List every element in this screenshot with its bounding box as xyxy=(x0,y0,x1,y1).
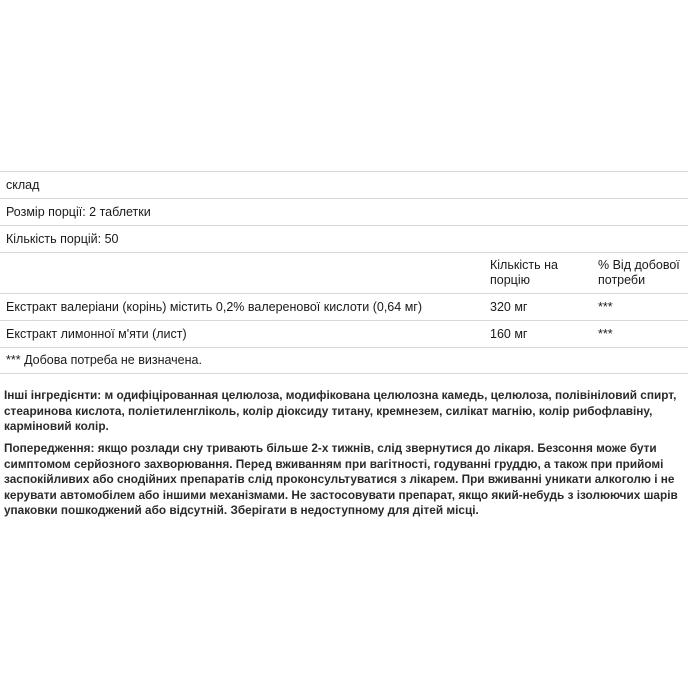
other-ingredients: Інші інгредієнти: м одифіцірованная целюлоза, модифікована целюлозна камедь, целюлоза, полівініловий спирт, стеаринова кислота, поліетиленгліколь, колір діоксиду титану, кремнезем, силікат магнію, колір рибофлавіну, карміновий колір. xyxy=(4,388,677,434)
header-daily-value: % Від добової потреби xyxy=(598,258,680,287)
ingredient-amount: 160 мг xyxy=(490,326,528,341)
ingredient-name: Екстракт валеріани (корінь) містить 0,2% валеренової кислоти (0,64 мг) xyxy=(6,299,423,314)
facts-title-row xyxy=(0,171,688,198)
serving-size: Розмір порції: 2 таблетки xyxy=(6,204,151,219)
ingredient-dv: *** xyxy=(598,299,613,314)
footnote-row xyxy=(0,347,688,374)
servings-row xyxy=(0,225,688,252)
table-row xyxy=(0,293,688,320)
table-row xyxy=(0,320,688,347)
supplement-facts-table xyxy=(0,171,688,374)
warning-text: Попередження: якщо розлади сну тривають більше 2-х тижнів, слід звернутися до лікаря. Безсоння може бути симптомом серйозного захворювання. Перед вживанням при вагітності, годуванні груддю, а також при прийомі заспокійливих або снодійних препаратів слід проконсультуватися з лікарем. При вживанні уникати алкоголю і не керувати автомобілем або іншими механізмами. Не застосовувати препарат, якщо який-небудь з ізолюючих шарів упаковки пошкоджений або відсутній. Зберігати в недоступному для дітей місці. xyxy=(4,441,678,518)
footnote: *** Добова потреба не визначена. xyxy=(6,353,202,367)
facts-title: склад xyxy=(6,177,40,192)
ingredient-name: Екстракт лимонної м'яти (лист) xyxy=(6,326,187,341)
header-amount: Кількість на порцію xyxy=(490,258,558,287)
table-header-row xyxy=(0,252,688,293)
servings-per-container: Кількість порцій: 50 xyxy=(6,231,119,246)
ingredient-dv: *** xyxy=(598,326,613,341)
serving-size-row xyxy=(0,198,688,225)
ingredient-amount: 320 мг xyxy=(490,299,528,314)
